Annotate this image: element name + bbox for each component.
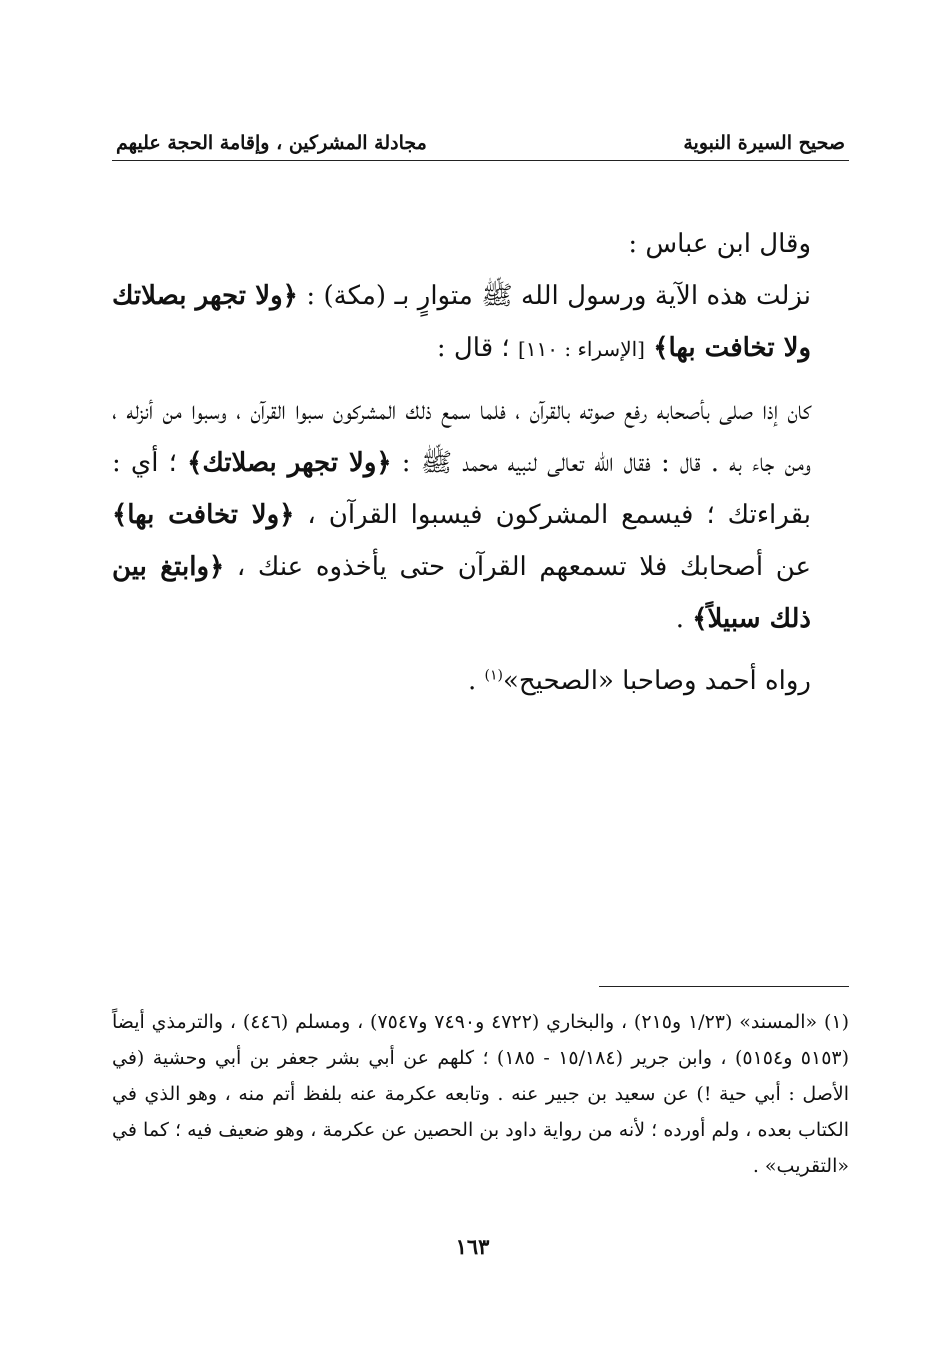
intro-line: وقال ابن عباس : — [628, 229, 811, 259]
footnotes — [112, 1004, 849, 1184]
paragraph-1 — [112, 270, 849, 375]
book-title: صحيح السيرة النبوية — [683, 132, 845, 154]
paragraph-2-text-b: ؛ أي : بقراءتك ؛ فيسمع المشركون فيسبوا القرآن ، — [112, 448, 812, 530]
paragraph-1-text-b: ؛ قال : — [436, 333, 510, 363]
main-text — [112, 218, 849, 707]
paragraph-2 — [112, 385, 849, 645]
paragraph-2-text-a: كان إذا صلى بأصحابه رفع صوته بالقرآن ، فلما سمع ذلك المشركون سبوا القرآن ، وسبوا من أنزله ، ومن جاء به . قال : فقال الله تعالى لنبيه محمد ﷺ : — [112, 396, 811, 478]
chapter-title: مجادلة المشركين ، وإقامة الحجة عليهم — [116, 132, 427, 154]
page-number: ١٦٣ — [455, 1234, 490, 1259]
paragraph-2-text-d: . — [675, 604, 685, 634]
running-header — [112, 128, 849, 161]
footnote-marker[interactable]: (١) — [484, 667, 503, 684]
paragraph-1-text-a: نزلت هذه الآية ورسول الله ﷺ متوارٍ بـ (مكة) : — [297, 281, 811, 311]
quran-quote-2: ﴿ولا تجهر بصلاتك﴾ — [187, 448, 392, 478]
narration-text: رواه أحمد وصاحبا «الصحيح» — [502, 666, 811, 696]
footnote-separator — [599, 986, 849, 987]
narration-line — [112, 655, 849, 707]
quran-reference: [الإسراء : ١١٠] — [517, 337, 645, 361]
quran-quote-4: ﴿وابتغ بين ذلك سبيلاً﴾ — [112, 552, 811, 634]
paragraph-2-text-c: عن أصحابك فلا تسمعهم القرآن حتى يأخذوه عنك ، — [224, 552, 811, 582]
narration-end: . — [467, 666, 485, 696]
quran-quote-1: ﴿ولا تجهر بصلاتك ولا تخافت بها﴾ — [112, 281, 811, 363]
quran-quote-3: ﴿ولا تخافت بها﴾ — [112, 500, 295, 530]
footnote-1: (١) «المسند» (١/٢٣ و٢١٥) ، والبخاري (٤٧٢٢ و٧٤٩٠ و٧٥٤٧) ، ومسلم (٤٤٦) ، والترمذي أيضاً (٥١٥٣ و٥١٥٤) ، وابن جرير (١٥/١٨٤ - ١٨٥) ؛ كلهم عن أبي بشر جعفر بن أبي وحشية (في الأصل : أبي حية !) عن سعيد بن جبير عنه . وتابعه عكرمة عنه بلفظ أتم منه ، وهو الذي في الكتاب بعده ، ولم أورده ؛ لأنه من رواية داود بن الحصين عن عكرمة ، وهو ضعيف فيه ؛ كما في «التقريب» . — [112, 1011, 850, 1177]
